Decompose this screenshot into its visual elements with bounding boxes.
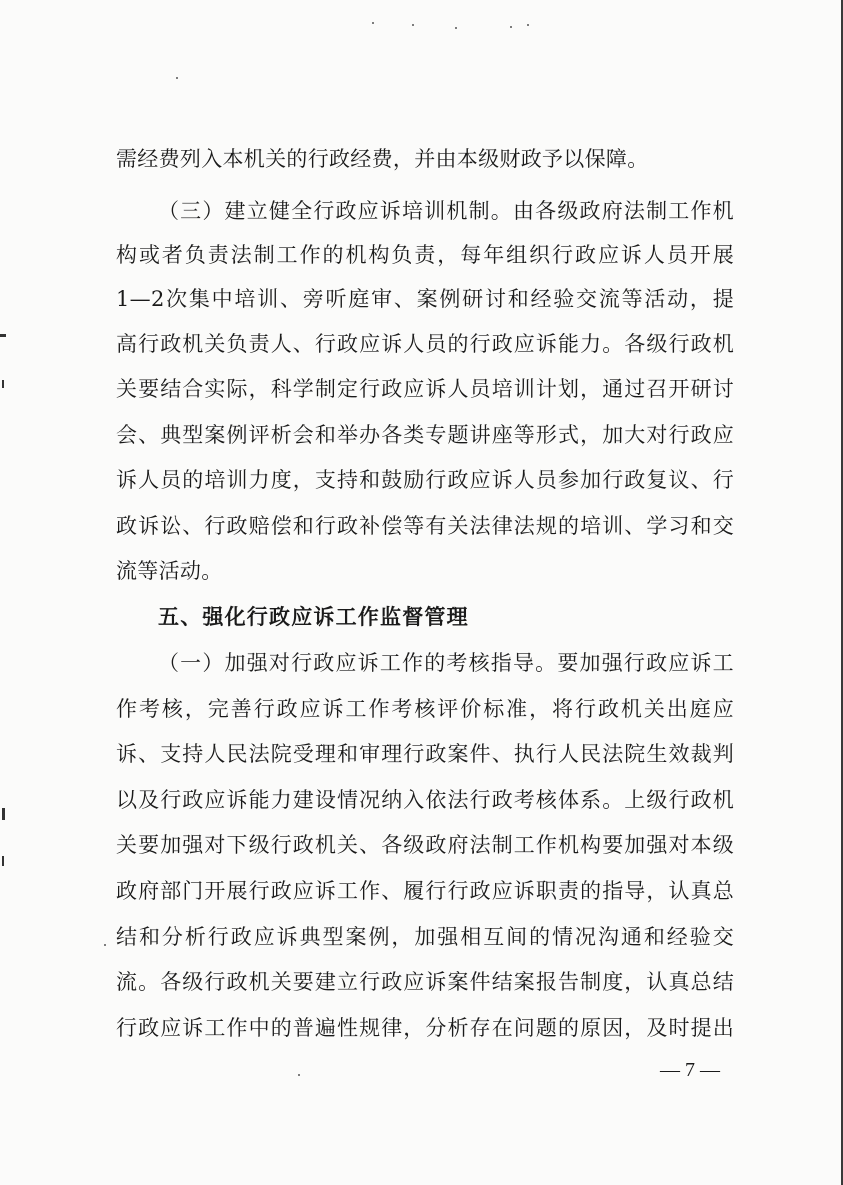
text-line: 关要结合实际，科学制定行政应诉人员培训计划，通过召开研讨: [116, 377, 734, 401]
section-heading: 五、强化行政应诉工作监督管理: [158, 605, 469, 629]
text-line: 构或者负责法制工作的机构负责，每年组织行政应诉人员开展: [116, 243, 734, 267]
text-line: 作考核，完善行政应诉工作考核评价标准，将行政机关出庭应: [116, 697, 734, 721]
text-line: 诉人员的培训力度，支持和鼓励行政应诉人员参加行政复议、行: [116, 468, 734, 492]
margin-mark: [2, 856, 4, 866]
text-line: 会、典型案例评析会和举办各类专题讲座等形式，加大对行政应: [116, 423, 734, 447]
text-line: （三）建立健全行政应诉培训机制。由各级政府法制工作机: [158, 199, 734, 223]
scan-speck: [455, 27, 457, 29]
margin-mark: [2, 380, 4, 388]
page-number: — 7 —: [660, 1059, 720, 1081]
text-line: 流。各级行政机关要建立行政应诉案件结案报告制度，认真总结: [116, 970, 734, 994]
text-line: 诉、支持人民法院受理和审理行政案件、执行人民法院生效裁判: [116, 742, 734, 766]
text-line: 行政应诉工作中的普遍性规律，分析存在问题的原因，及时提出: [116, 1016, 734, 1040]
margin-mark: [0, 334, 6, 337]
margin-mark: [2, 808, 5, 820]
scan-speck: [372, 22, 374, 24]
text-line: 结和分析行政应诉典型案例，加强相互间的情况沟通和经验交: [116, 925, 734, 949]
text-line: 需经费列入本机关的行政经费，并由本级财政予以保障。: [116, 147, 649, 171]
text-line: （一）加强对行政应诉工作的考核指导。要加强行政应诉工: [158, 651, 734, 675]
text-line: 政诉讼、行政赔偿和行政补偿等有关法律法规的培训、学习和交: [116, 514, 734, 538]
scan-speck: [510, 26, 512, 28]
text-line: 关要加强对下级行政机关、各级政府法制工作机构要加强对本级: [116, 833, 734, 857]
scan-speck: [176, 77, 178, 79]
scan-speck: [527, 24, 529, 26]
text-line: 高行政机关负责人、行政应诉人员的行政应诉能力。各级行政机: [116, 332, 734, 356]
text-line: 以及行政应诉能力建设情况纳入依法行政考核体系。上级行政机: [116, 788, 734, 812]
text-line: 1—2次集中培训、旁听庭审、案例研讨和经验交流等活动，提: [116, 287, 734, 311]
scan-speck: [104, 944, 106, 946]
text-line: 政府部门开展行政应诉工作、履行行政应诉职责的指导，认真总: [116, 879, 734, 903]
scan-speck: [298, 1074, 300, 1076]
scan-speck: [412, 24, 414, 26]
text-line: 流等活动。: [116, 559, 223, 583]
